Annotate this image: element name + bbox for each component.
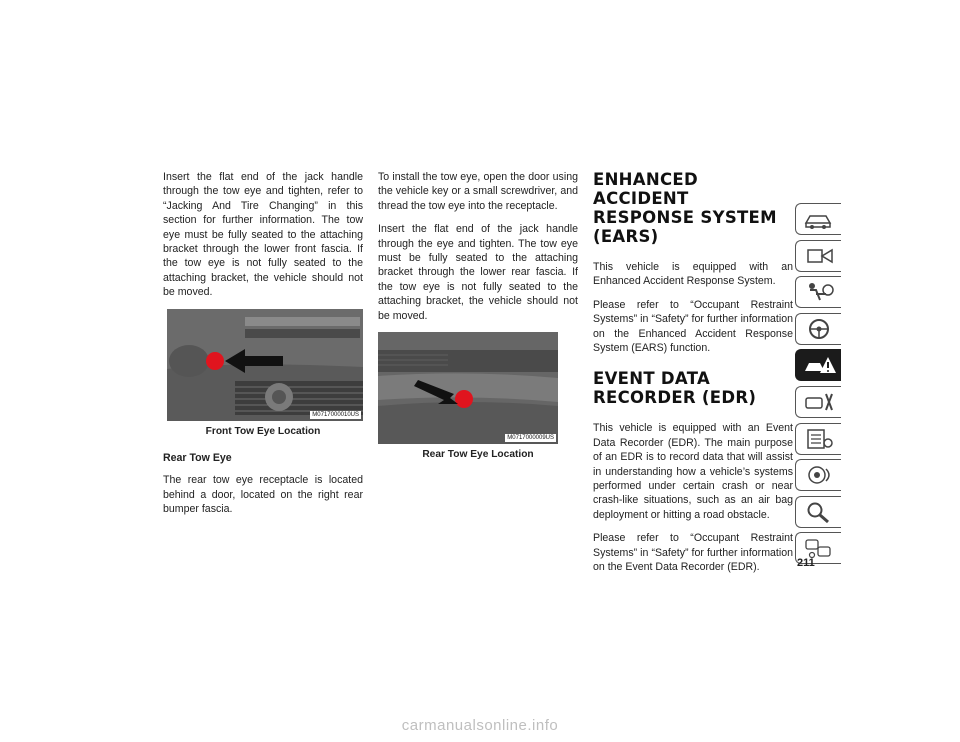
paragraph: This vehicle is equipped with an Event Data Recorder (EDR). The main purpose of an EDR is to record data that will assist in understanding how a vehicle’s systems performed under certain crash or near crash-like situations, such as an air bag deployment or hitting a road obstacle. — [593, 422, 793, 521]
tab-starting-operating[interactable] — [795, 313, 841, 345]
car-info-icon — [802, 207, 836, 231]
paragraph: To install the tow eye, open the door using the vehicle key or a small screwdriver, and thread the tow eye into the receptacle. — [378, 171, 578, 212]
front-tow-eye-figure — [167, 309, 363, 421]
tab-multimedia[interactable] — [795, 459, 841, 491]
specifications-icon — [802, 427, 836, 451]
tab-warning-lights[interactable] — [795, 240, 841, 272]
paragraph: The rear tow eye receptacle is located behind a door, located on the right rear bumper fascia. — [163, 474, 363, 516]
warning-lights-icon — [802, 244, 836, 268]
tab-in-case-of-emergency[interactable] — [795, 349, 841, 381]
text-column-2 — [378, 170, 578, 474]
rear-bumper-illustration — [378, 332, 558, 444]
figure-caption: Front Tow Eye Location — [205, 425, 321, 437]
paragraph: Insert the flat end of the jack handle through the eye and tighten. The tow eye must be fully seated to the attaching bracket through the lower rear fascia. If the tow eye is not fully seated to the attaching bracket, the vehicle should not be moved. — [378, 223, 578, 322]
steering-wheel-icon — [802, 317, 836, 341]
service-tools-icon — [802, 390, 836, 414]
multimedia-icon — [802, 463, 836, 487]
tab-technical-specifications[interactable] — [795, 423, 841, 455]
tab-safety[interactable] — [795, 276, 841, 308]
paragraph: Please refer to “Occupant Restraint Systems” in “Safety” for further information on the Enhanced Accident Response System (EARS) function. — [593, 298, 793, 355]
search-index-icon — [802, 500, 836, 524]
section-heading-edr: EVENT DATA RECORDER (EDR) — [593, 369, 757, 408]
figure-code: M0717000009US — [507, 435, 554, 442]
tab-index[interactable] — [795, 496, 841, 528]
figure-caption: Rear Tow Eye Location — [422, 449, 534, 461]
text-column-3 — [593, 170, 793, 584]
chapter-tabs — [795, 203, 841, 569]
figure-code: M0717000010US — [312, 411, 359, 418]
section-heading-ears: ENHANCED ACCIDENT RESPONSE SYSTEM (EARS) — [593, 170, 777, 246]
emergency-triangle-icon — [802, 353, 836, 377]
page-number: 211 — [797, 557, 815, 569]
paragraph: Insert the flat end of the jack handle through the tow eye and tighten, refer to “Jacking And Tire Changing” in this section for further information. The tow eye must be fully seated to the attaching bracket through the lower front fascia. If the tow eye is not fully seated to the attaching bracket, the vehicle should not be moved. — [163, 171, 363, 299]
tab-car-info[interactable] — [795, 203, 841, 235]
front-bumper-illustration — [167, 309, 363, 421]
paragraph: Please refer to “Occupant Restraint Systems” in “Safety” for further information on the Event Data Recorder (EDR). — [593, 532, 793, 574]
airbag-safety-icon — [802, 280, 836, 304]
subheading: Rear Tow Eye — [163, 452, 232, 465]
paragraph: This vehicle is equipped with an Enhanced Accident Response System. — [593, 261, 793, 288]
tab-servicing-maintenance[interactable] — [795, 386, 841, 418]
text-column-1 — [163, 170, 363, 526]
footer-watermark: carmanualsonline.info — [401, 717, 559, 734]
rear-tow-eye-figure — [378, 332, 558, 444]
